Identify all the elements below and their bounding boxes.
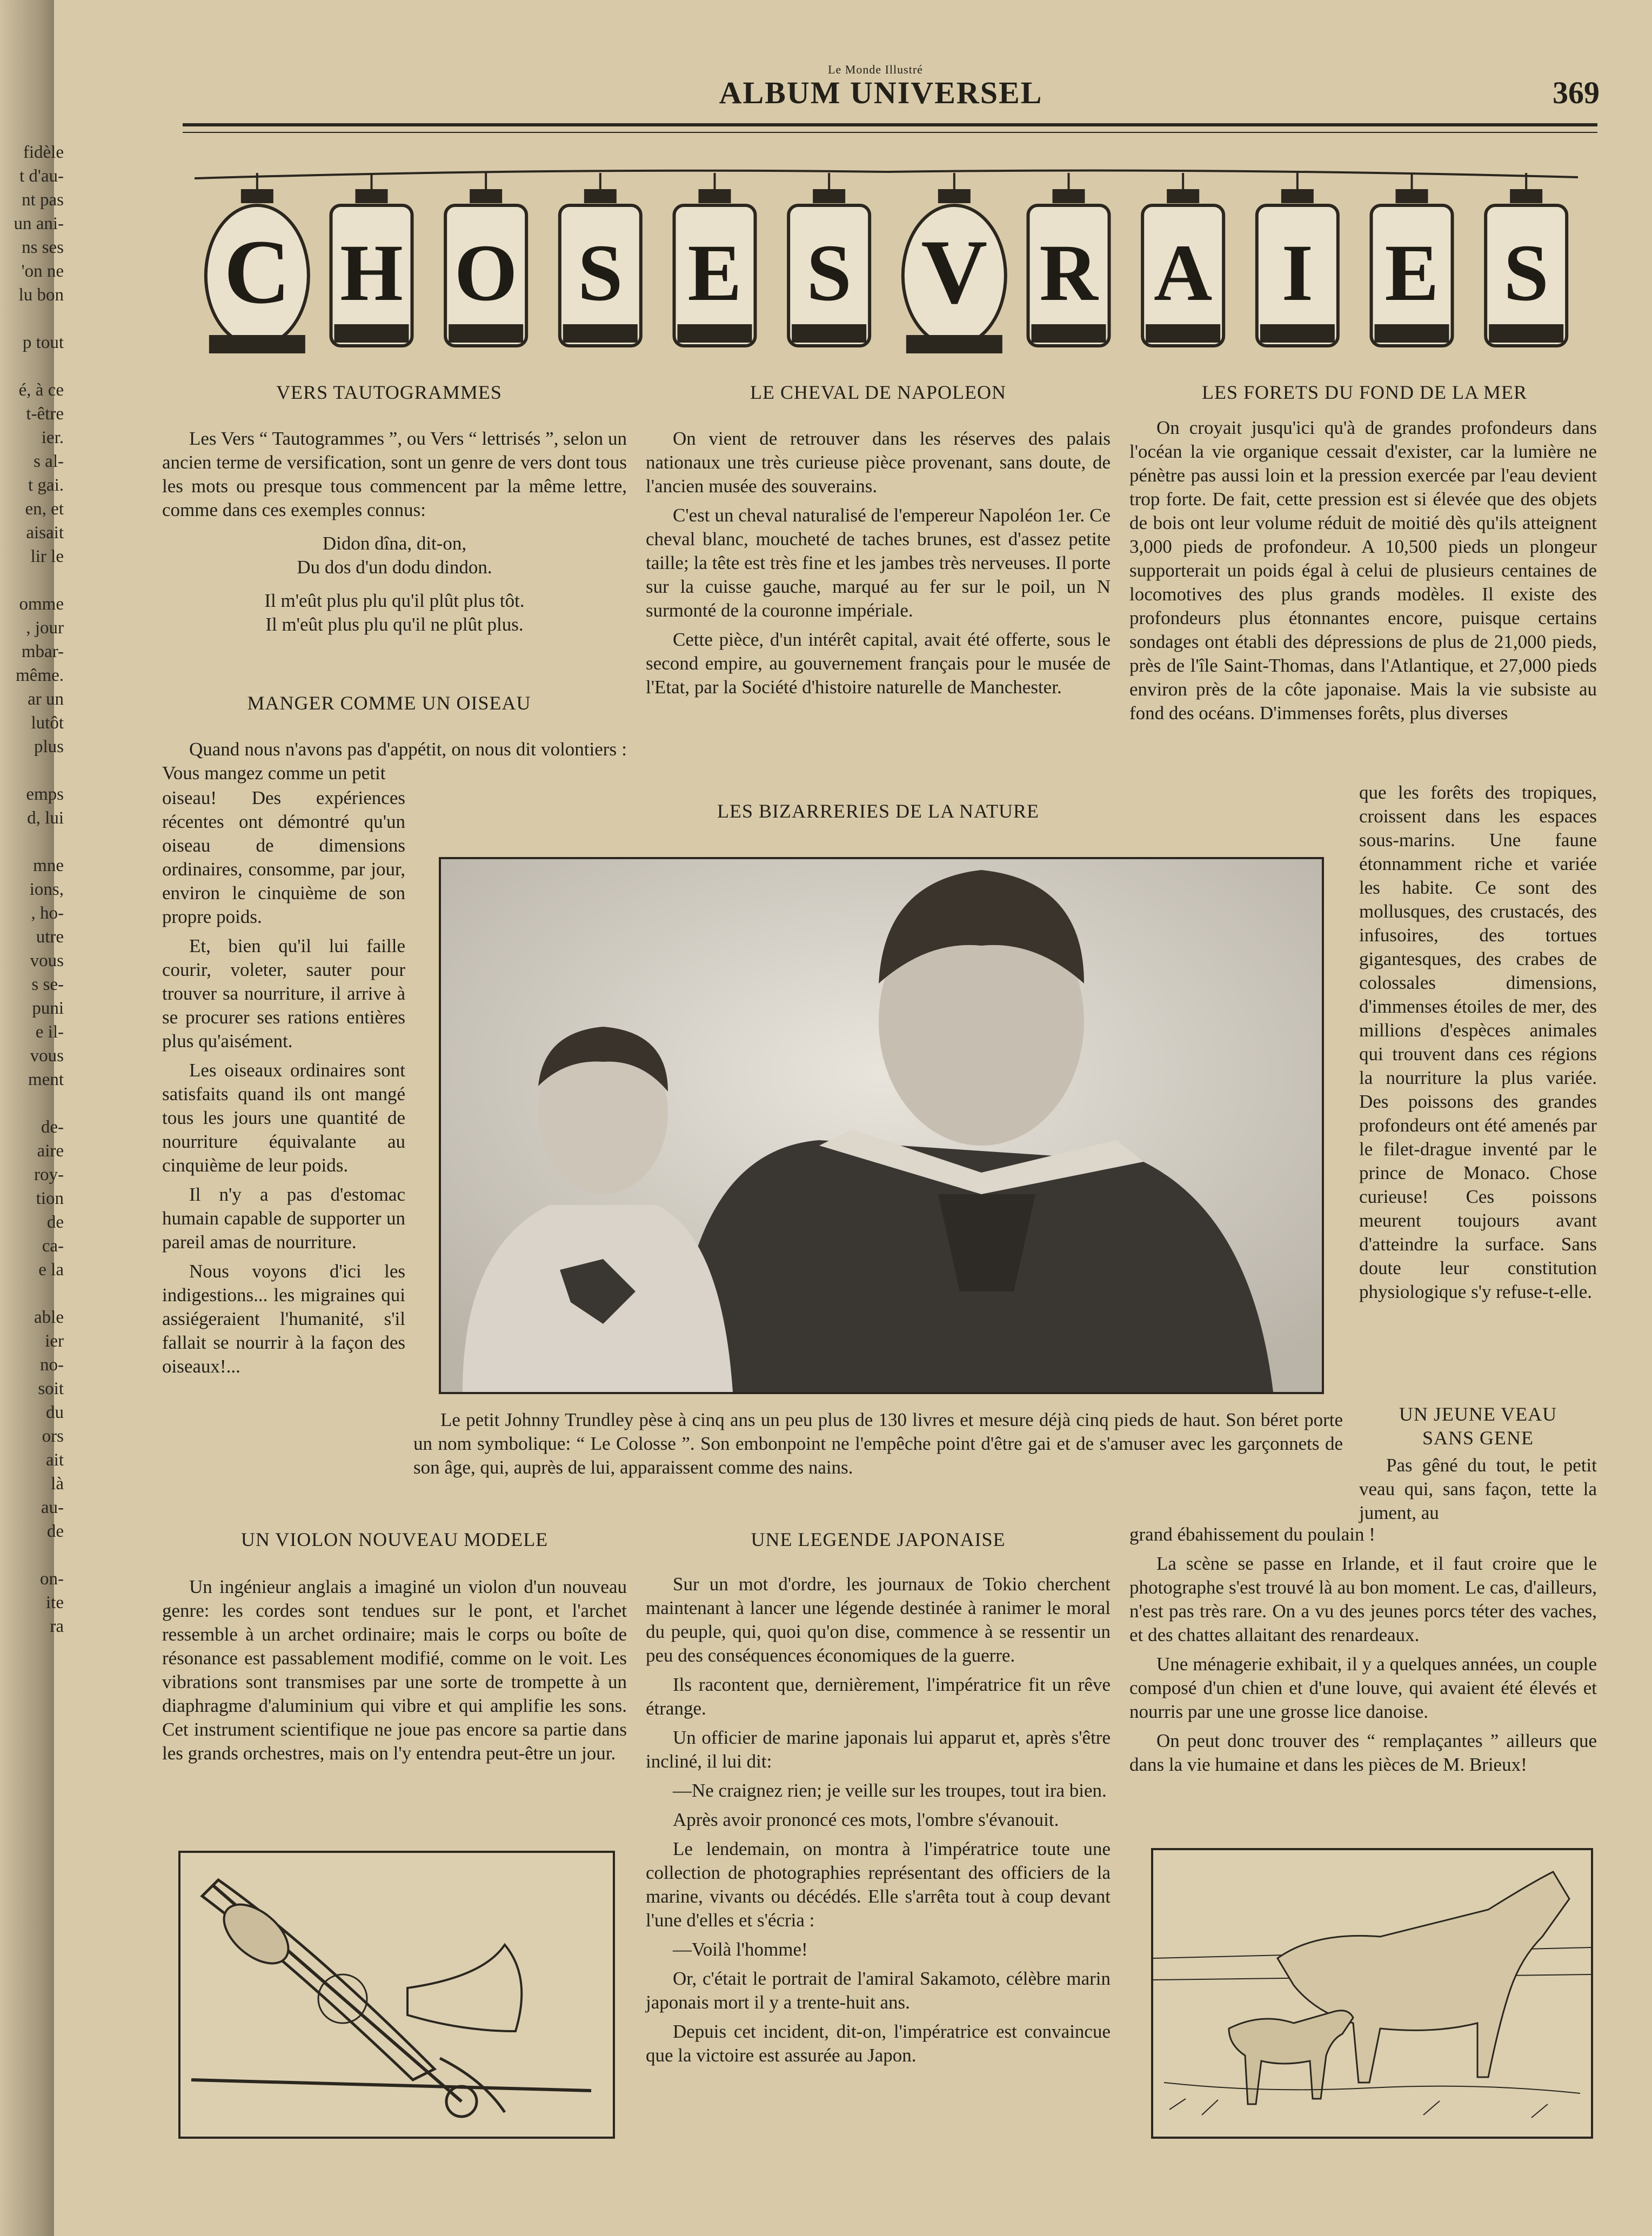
heading-veau — [1359, 1402, 1597, 1450]
article-legende — [646, 1572, 1111, 2073]
banner-letter: I — [1281, 228, 1314, 318]
article-forets-body — [1359, 781, 1597, 1309]
fragment-line: e il- — [35, 1022, 64, 1042]
horse-calf-illustration — [1151, 1848, 1593, 2139]
fragment-line: lu bon — [18, 285, 64, 305]
banner-letter: H — [340, 228, 403, 318]
paragraph: Ils racontent que, dernièrement, l'impératrice fit un rêve étrange. — [646, 1674, 1111, 1719]
fragment-line: plus — [34, 737, 64, 757]
fragment-line: emps — [26, 785, 64, 804]
paragraph: Après avoir prononcé ces mots, l'ombre s'évanouit. — [673, 1809, 1059, 1830]
article-forets-intro — [1129, 416, 1597, 731]
fragment-line: d, lui — [27, 808, 64, 828]
fragment-line: t-être — [26, 404, 64, 424]
photo-johnny-trundley — [439, 857, 1324, 1394]
banner-letter: O — [454, 228, 518, 318]
lantern-letter-v-6 — [903, 173, 1006, 353]
fragment-line: omme — [19, 594, 64, 614]
fragment-line: é, à ce — [18, 380, 64, 400]
lantern-letter-h-1 — [331, 173, 412, 346]
fragment-line: no- — [40, 1355, 64, 1375]
paragraph: que les forêts des tropiques, croissent dans les espaces sous-marins. Une faune étonnamment riche et variée les habite. Ce sont des mollusques, des crustacés, des infusoires, des tortues gigantesques, des crabes de colossales dimensions, d'immenses étoiles de mer, des millions d'espèces animales qui trouvent dans ces régions la nourriture la plus variée. Des poissons des grandes profondeurs ont été amenés par le filet-drague inventé par le prince de Monaco. Chose curieuse! Ces poissons meurent toujours avant d'atteindre la surface. Sans doute leur constitution physiologique s'y refuse-t-elle. — [1359, 782, 1597, 1302]
fragment-line: vous — [30, 1046, 64, 1066]
paragraph: Il n'y a pas d'estomac humain capable de supporter un pareil amas de nourriture. — [162, 1184, 405, 1253]
article-oiseau-intro — [162, 738, 627, 791]
fragment-line: un ani- — [14, 214, 64, 233]
fragment-line: fidèle — [23, 143, 64, 162]
fragment-line: vous — [30, 951, 64, 970]
poem-line: Il m'eût plus plu qu'il plût plus tôt. — [264, 590, 525, 611]
paragraph: Les oiseaux ordinaires sont satisfaits quand ils ont mangé tous les jours une quantité de nourriture équivalante au cinquième de leur poids. — [162, 1060, 405, 1176]
fragment-gap — [0, 354, 64, 378]
fragment-gap — [0, 568, 64, 592]
fragment-line: able — [34, 1308, 64, 1327]
fragment-line: là — [51, 1474, 64, 1494]
paragraph: Sur un mot d'ordre, les journaux de Tokio cherchent maintenant à lancer une légende destinée à ranimer le moral du peuple, qui, quoi qu'on dise, commence à se ressentir un peu des conséquences économiques de la guerre. — [646, 1574, 1111, 1666]
paragraph: oiseau! Des expériences récentes ont démontré qu'un oiseau de dimensions ordinaires, consomme, par jour, environ le cinquième de son propre poids. — [162, 787, 405, 927]
facing-page-fragments — [0, 140, 64, 1978]
lantern-letter-r-7 — [1028, 173, 1109, 346]
fragment-line: ions, — [29, 880, 64, 899]
fragment-line: ors — [42, 1427, 64, 1446]
fragment-line: mbar- — [21, 642, 64, 661]
heading-legende: UNE LEGENDE JAPONAISE — [751, 1529, 1006, 1550]
article-violon — [162, 1575, 627, 1771]
heading-veau-line1: UN JEUNE VEAU — [1399, 1403, 1557, 1425]
heading-violon: UN VIOLON NOUVEAU MODELE — [240, 1529, 549, 1550]
banner-letter: R — [1039, 228, 1098, 318]
lantern-letter-e-10 — [1372, 173, 1453, 346]
paragraph: On peut donc trouver des “ remplaçantes ” ailleurs que dans la vie humaine et dans les pièces de M. Brieux! — [1129, 1730, 1597, 1775]
fragment-gap — [0, 1092, 64, 1115]
fragment-line: de — [46, 1522, 64, 1541]
poem — [162, 532, 627, 579]
heading-veau-line2: SANS GENE — [1422, 1427, 1534, 1449]
masthead-subtitle: Le Monde Illustré — [828, 63, 923, 76]
header-rule-thin — [183, 132, 1597, 133]
fragment-line: ait — [46, 1450, 64, 1470]
paragraph: Un officier de marine japonais lui apparut et, après s'être incliné, il lui dit: — [646, 1727, 1111, 1772]
heading-bizarreries: LES BIZARRERIES DE LA NATURE — [717, 800, 1039, 822]
lantern-letter-s-3 — [560, 173, 641, 346]
fragment-line: puni — [32, 999, 64, 1018]
fragment-line: s se- — [31, 975, 64, 994]
violin-drawing — [180, 1853, 613, 2137]
lantern-letter-o-2 — [445, 173, 526, 346]
photo-caption — [413, 1408, 1343, 1485]
article-veau-intro — [1359, 1454, 1597, 1530]
paragraph: On croyait jusqu'ici qu'à de grandes profondeurs dans l'océan la vie organique cessait d'exister, car la lumière ne pénètre pas aussi loin et la pression exercée par l'eau devient trop forte. De fait, cette pression est si élevée que des objets de bois ont leur volume réduit de moitié dès qu'ils atteignent 3,000 pieds de profondeur. A 10,500 pieds un plongeur supporterait un poids égal à celui de plusieurs centaines de locomotives des plus grands modèles. Il existe des profondeurs plus étonnantes encore, puisque certains sondages ont établi des dépressions de plus de 21,000 pieds, près de l'île Saint-Thomas, dans l'Atlantique, et 27,000 pieds environ près de la côte japonaise. Mais la vie subsiste au fond des océans. D'immenses forêts, plus diverses — [1129, 417, 1597, 724]
paragraph: Un ingénieur anglais a imaginé un violon d'un nouveau genre: les cordes sont tendues sur le pont, et l'archet ressemble à un archet ordinaire; mais le corps ou boîte de résonance est passablement modifié, comme on le voit. Les vibrations sont transmises par une sorte de trompette à un diaphragme d'aluminium qui vibre et qui amplifie les sons. Cet instrument scientifique ne joue pas encore sa partie dans les grands orchestres, mais on l'y entendra peut-être un jour. — [162, 1576, 627, 1764]
banner-letter: C — [224, 221, 291, 323]
paragraph: La scène se passe en Irlande, et il faut croire que le photographe s'est trouvé là au bon moment. Le cas, d'ailleurs, n'est pas très rare. On a vu des jeunes porcs téter des vaches, et des chattes allaitant des renardeaux. — [1129, 1553, 1597, 1645]
paragraph: —Voilà l'homme! — [673, 1939, 808, 1960]
article-tautogrammes — [162, 427, 627, 646]
photo-illustration — [441, 859, 1322, 1392]
poem-line: Du dos d'un dodu dindon. — [297, 557, 492, 578]
paragraph: Quand nous n'avons pas d'appétit, on nous dit volontiers : Vous mangez comme un petit — [162, 739, 627, 784]
fragment-line: e la — [38, 1260, 64, 1280]
banner-letter: S — [806, 228, 852, 318]
fragment-line: s al- — [34, 452, 64, 471]
fragment-line: t gai. — [28, 476, 64, 495]
fragment-line: mne — [33, 856, 64, 875]
fragment-line: t d'au- — [19, 166, 64, 186]
paragraph: Cette pièce, d'un intérêt capital, avait été offerte, sous le second empire, au gouvernement français pour le musée de l'Etat, par la Société d'histoire naturelle de Manchester. — [646, 629, 1111, 698]
banner-letter: S — [578, 228, 623, 318]
fragment-line: ra — [50, 1617, 64, 1636]
fragment-line: du — [46, 1403, 64, 1422]
fragment-line: lir le — [30, 547, 64, 566]
heading-tautogrammes: VERS TAUTOGRAMMES — [276, 381, 502, 403]
fragment-gap — [0, 307, 64, 331]
fragment-gap — [0, 830, 64, 854]
paragraph: Pas gêné du tout, le petit veau qui, sans façon, tette la jument, au — [1359, 1455, 1597, 1523]
paragraph: —Ne craignez rien; je veille sur les troupes, tout ira bien. — [673, 1780, 1107, 1801]
poem-line: Didon dîna, dit-on, — [322, 533, 467, 554]
fragment-line: roy- — [34, 1165, 64, 1184]
banner-letter: A — [1154, 228, 1213, 318]
choses-vraies-banner — [184, 157, 1589, 362]
fragment-line: nt pas — [22, 190, 64, 210]
fragment-line: de- — [41, 1117, 64, 1137]
lantern-letter-s-5 — [788, 173, 870, 346]
poem — [162, 589, 627, 637]
paragraph: grand ébahissement du poulain ! — [1129, 1524, 1375, 1545]
paragraph: Or, c'était le portrait de l'amiral Sakamoto, célèbre marin japonais mort il y a trente-huit ans. — [646, 1968, 1111, 2013]
paragraph: Une ménagerie exhibait, il y a quelques années, un couple composé d'un chien et d'une louve, qui avaient été élevés et nourris par une une grosse lice danoise. — [1129, 1653, 1597, 1722]
fragment-line: ca- — [42, 1236, 64, 1256]
lantern-letter-a-8 — [1142, 173, 1223, 346]
poem-line: Il m'eût plus plu qu'il ne plût plus. — [265, 614, 524, 635]
caption-text: Le petit Johnny Trundley pèse à cinq ans un peu plus de 130 livres et mesure déjà cinq pieds de haut. Son béret porte un nom symbolique: “ Le Colosse ”. Son embonpoint ne l'empêche point d'être gai et de s'amuser avec les garçonnets de son âge, qui, auprès de lui, apparaissent comme des nains. — [413, 1409, 1343, 1478]
fragment-gap — [0, 759, 64, 782]
article-oiseau-body — [162, 786, 405, 1384]
fragment-line: ier. — [41, 428, 64, 447]
fragment-line: on- — [40, 1569, 64, 1589]
fragment-line: ment — [28, 1070, 64, 1089]
fragment-line: ier — [45, 1331, 64, 1351]
paragraph: On vient de retrouver dans les réserves des palais nationaux une très curieuse pièce provenant, sans doute, de l'ancien musée des souverains. — [646, 428, 1111, 497]
lantern-letter-e-4 — [674, 173, 755, 346]
fragment-line: de — [46, 1213, 64, 1232]
article-veau-body — [1129, 1523, 1597, 1782]
fragment-line: ns ses — [22, 238, 64, 257]
paragraph: C'est un cheval naturalisé de l'empereur Napoléon 1er. Ce cheval blanc, moucheté de taches brunes, est d'assez petite taille; la tête est très fine et les jambes très nerveuses. Il porte sur la cuisse gauche, marqué au fer sur le poil, un N surmonté de la couronne impériale. — [646, 505, 1111, 621]
fragment-line: lutôt — [31, 713, 64, 733]
fragment-line: même. — [16, 666, 64, 685]
fragment-line: au- — [41, 1498, 64, 1517]
fragment-line: tion — [36, 1189, 64, 1208]
paragraph: Et, bien qu'il lui faille courir, voleter, sauter pour trouver sa nourriture, il arrive à se procurer ses rations entières plus qu'aisément. — [162, 935, 405, 1052]
fragment-gap — [0, 1282, 64, 1306]
heading-cheval: LE CHEVAL DE NAPOLEON — [750, 381, 1006, 403]
paragraph: Depuis cet incident, dit-on, l'impératrice est convaincue que la victoire est assurée au Japon. — [646, 2021, 1111, 2066]
heading-oiseau: MANGER COMME UN OISEAU — [247, 692, 531, 714]
lantern-letter-i-9 — [1257, 173, 1338, 346]
fragment-line: aisait — [26, 523, 64, 543]
banner-letter: V — [921, 221, 988, 323]
fragment-line: utre — [36, 927, 64, 947]
fragment-line: , jour — [26, 618, 64, 638]
banner-letter: S — [1503, 228, 1549, 318]
fragment-line: aire — [37, 1141, 64, 1161]
fragment-line: en, et — [25, 499, 64, 519]
paragraph: Nous voyons d'ici les indigestions... les migraines qui assiégeraient l'humanité, s'il fallait se nourrir à la façon des oiseaux!... — [162, 1261, 405, 1377]
heading-forets: LES FORETS DU FOND DE LA MER — [1201, 381, 1528, 403]
header-rule — [183, 123, 1597, 126]
fragment-line: , ho- — [31, 903, 64, 923]
lantern-letter-c-0 — [206, 173, 309, 353]
fragment-line: 'on ne — [21, 262, 64, 281]
masthead-title: ALBUM UNIVERSEL — [719, 75, 1043, 110]
fragment-gap — [0, 1543, 64, 1567]
violin-illustration — [178, 1851, 615, 2139]
banner-letter: E — [687, 228, 742, 318]
fragment-line: p tout — [22, 333, 64, 352]
article-cheval — [646, 427, 1111, 705]
paragraph: Le lendemain, on montra à l'impératrice toute une collection de photographies représentant des officiers de la marine, vivants ou décédés. Elle s'arrêta tout à coup devant l'une d'elles et s'écria : — [646, 1838, 1111, 1931]
lantern-letter-s-11 — [1486, 173, 1567, 346]
page-number: 369 — [1553, 75, 1600, 110]
fragment-line: soit — [38, 1379, 64, 1398]
paragraph: Les Vers “ Tautogrammes ”, ou Vers “ lettrisés ”, selon un ancien terme de versification, sont un genre de vers dont tous les mots ou presque tous commencent par la même lettre, comme dans ces exemples connus: — [162, 428, 627, 520]
banner-letter: E — [1385, 228, 1439, 318]
fragment-line: ar un — [28, 689, 64, 709]
horse-drawing — [1153, 1850, 1591, 2137]
fragment-line: ite — [46, 1593, 64, 1612]
